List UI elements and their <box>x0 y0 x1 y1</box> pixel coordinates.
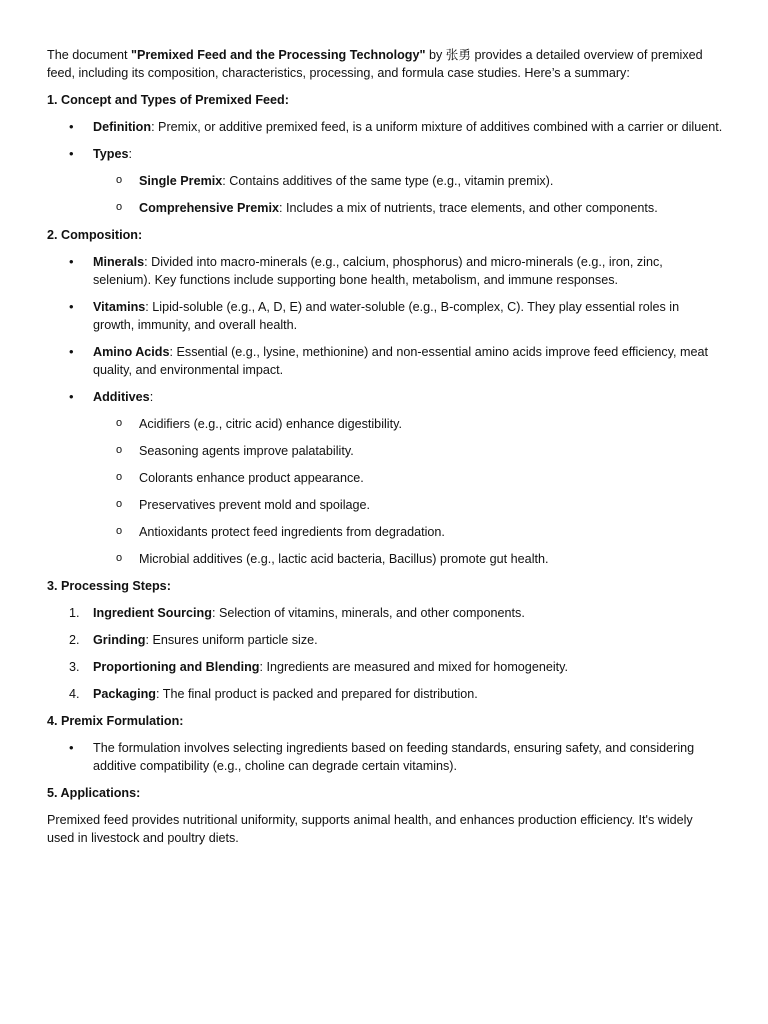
sublist-item-seasoning: o Seasoning agents improve palatability. <box>93 442 723 460</box>
text-definition: : Premix, or additive premixed feed, is a uniform mixture of additives combined with a carrier or diluent. <box>151 120 723 134</box>
document-title: "Premixed Feed and the Processing Technology" <box>131 48 426 62</box>
list-item-formulation: • The formulation involves selecting ingredients based on feeding standards, ensuring safety, and considering additive compatibility (e.g., choline can degrade certain vitamins). <box>47 739 723 775</box>
concept-list <box>47 118 723 217</box>
text-single-premix: : Contains additives of the same type (e.g., vitamin premix). <box>222 174 554 188</box>
section-heading-applications: 5. Applications: <box>47 786 141 800</box>
list-item-minerals <box>47 253 723 289</box>
term-single-premix: Single Premix <box>139 174 223 188</box>
step-number: 4. <box>69 687 80 701</box>
intro-text: by 张勇 provides a detailed overview of premixed feed, including its composition, characteristics, processing, and formula case studies. Here’s a summary: <box>47 48 703 80</box>
step-number: 2. <box>69 633 80 647</box>
term-minerals: Minerals <box>93 255 145 269</box>
sublist-item-single-premix <box>93 172 723 190</box>
term-comprehensive-premix: Comprehensive Premix <box>139 201 279 215</box>
text-comprehensive-premix: : Includes a mix of nutrients, trace elements, and other components. <box>279 201 658 215</box>
section-heading-formulation: 4. Premix Formulation: <box>47 714 184 728</box>
sublist-item-comprehensive-premix <box>93 199 723 217</box>
section-heading-composition: 2. Composition: <box>47 228 143 242</box>
text-packaging: : The final product is packed and prepared for distribution. <box>156 687 478 701</box>
term-blending: Proportioning and Blending <box>93 660 260 674</box>
sublist-item-antioxidants: o Antioxidants protect feed ingredients from degradation. <box>93 523 723 541</box>
types-sublist <box>93 172 723 217</box>
text-types: : <box>128 147 132 161</box>
term-vitamins: Vitamins <box>93 300 146 314</box>
step-number: 1. <box>69 606 80 620</box>
term-amino-acids: Amino Acids <box>93 345 170 359</box>
list-item-amino-acids <box>47 343 723 379</box>
sublist-item-acidifiers: o Acidifiers (e.g., citric acid) enhance digestibility. <box>93 415 723 433</box>
text-vitamins: : Lipid-soluble (e.g., A, D, E) and water-soluble (e.g., B-complex, C). They play essential roles in growth, immunity, and overall health. <box>93 300 680 332</box>
term-additives: Additives <box>93 390 150 404</box>
text-sourcing: : Selection of vitamins, minerals, and other components. <box>211 606 525 620</box>
list-item-types <box>47 145 723 217</box>
step-item-blending <box>47 658 723 676</box>
intro-paragraph <box>47 46 723 82</box>
intro-prefix: The document <box>47 48 132 62</box>
step-number: 3. <box>69 660 80 674</box>
section-heading-processing: 3. Processing Steps: <box>47 579 171 593</box>
processing-steps-list <box>47 604 723 703</box>
list-item-vitamins <box>47 298 723 334</box>
text-additives: : <box>149 390 154 404</box>
document-page <box>47 46 723 847</box>
text-grinding: : Ensures uniform particle size. <box>145 633 318 647</box>
text-amino-acids: : Essential (e.g., lysine, methionine) and non-essential amino acids improve feed efficiency, meat quality, and environmental impact. <box>93 345 709 377</box>
list-item-definition <box>47 118 723 136</box>
sublist-item-colorants: o Colorants enhance product appearance. <box>93 469 723 487</box>
sublist-item-microbial: o Microbial additives (e.g., lactic acid bacteria, Bacillus) promote gut health. <box>93 550 723 568</box>
list-item-additives <box>47 388 723 568</box>
text-minerals: : Divided into macro-minerals (e.g., calcium, phosphorus) and micro-minerals (e.g., iron, zinc, selenium). Key functions include supporting bone health, metabolism, and immune responses. <box>93 255 663 287</box>
composition-list <box>47 253 723 568</box>
sublist-item-preservatives: o Preservatives prevent mold and spoilage. <box>93 496 723 514</box>
step-item-packaging <box>47 685 723 703</box>
term-packaging: Packaging <box>93 687 156 701</box>
applications-paragraph: Premixed feed provides nutritional uniformity, supports animal health, and enhances production efficiency. It's widely used in livestock and poultry diets. <box>47 813 693 845</box>
step-item-grinding <box>47 631 723 649</box>
term-grinding: Grinding <box>93 633 146 647</box>
term-types: Types <box>93 147 129 161</box>
term-definition: Definition <box>93 120 152 134</box>
formulation-list <box>47 739 723 775</box>
section-heading-concept: 1. Concept and Types of Premixed Feed: <box>47 93 289 107</box>
additives-sublist <box>93 415 723 568</box>
step-item-sourcing <box>47 604 723 622</box>
term-sourcing: Ingredient Sourcing <box>93 606 212 620</box>
text-blending: : Ingredients are measured and mixed for homogeneity. <box>259 660 568 674</box>
